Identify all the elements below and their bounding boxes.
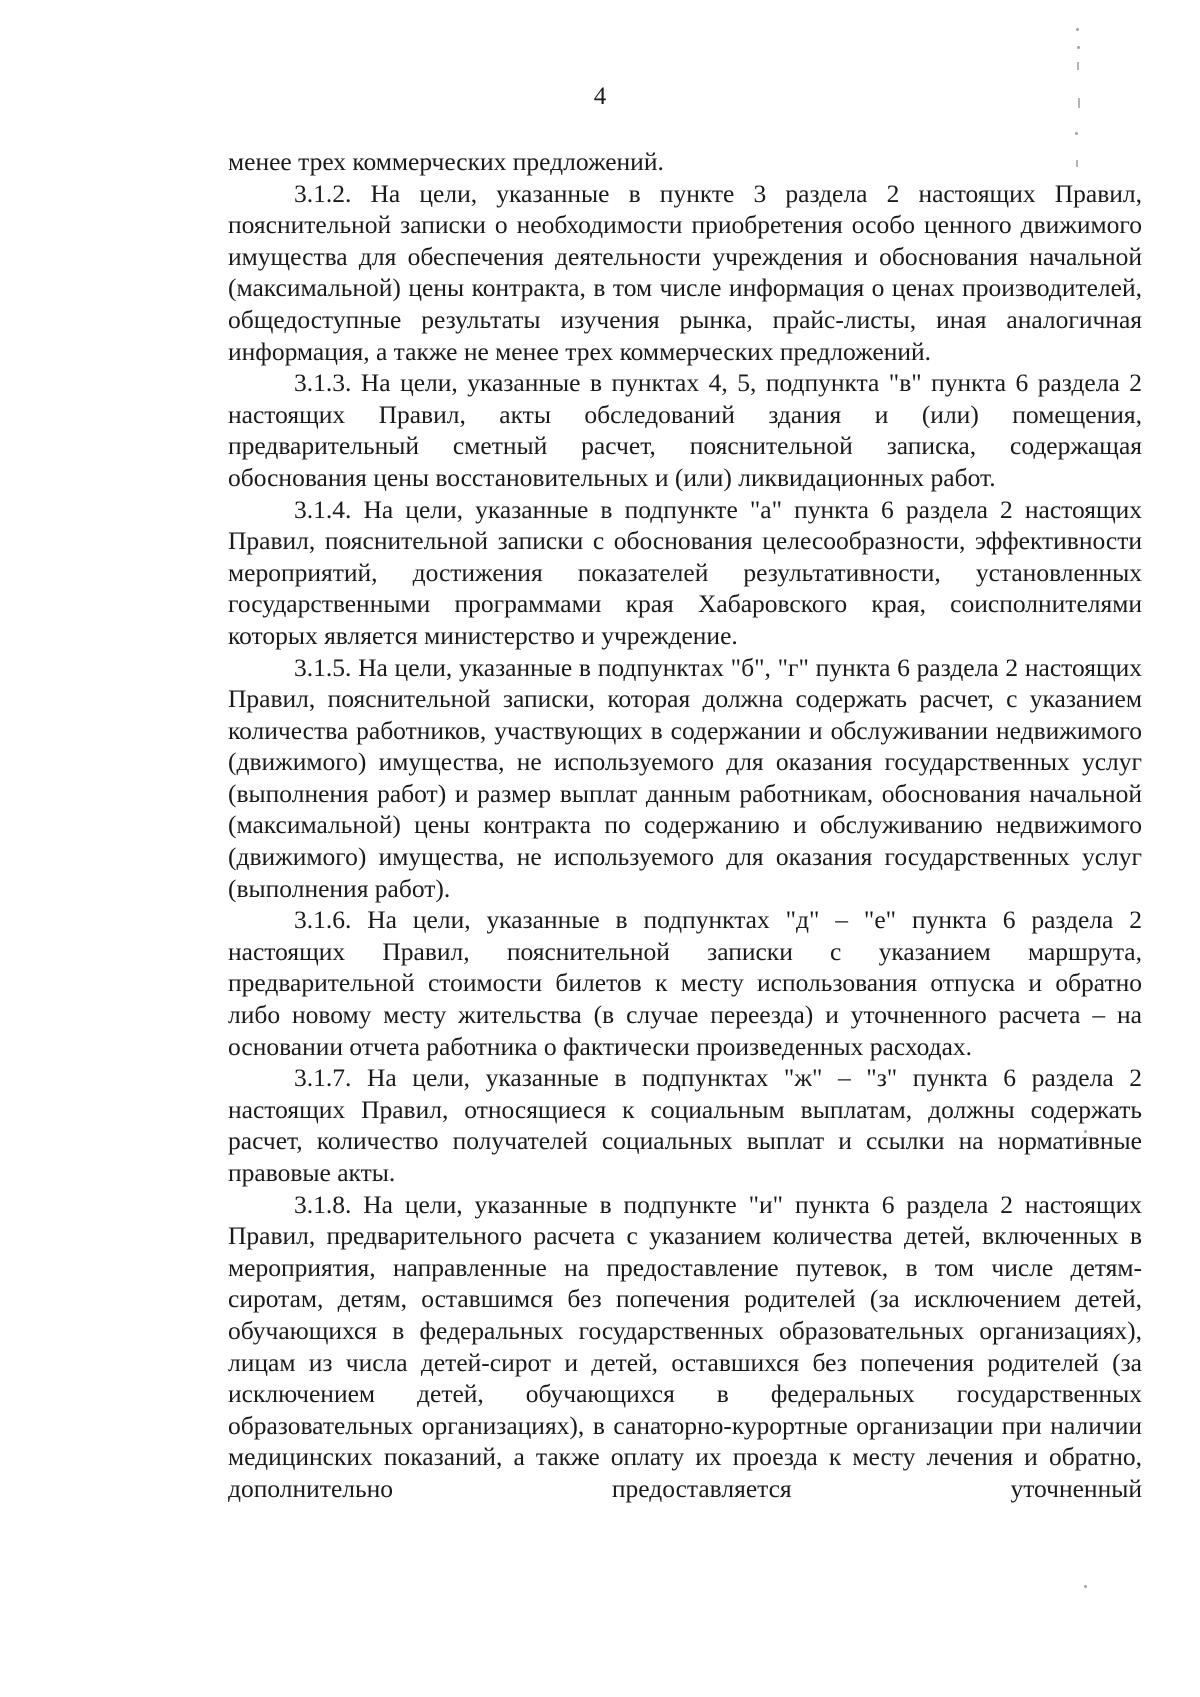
paragraph-3-1-1-continuation: менее трех коммерческих предложений. [228, 147, 664, 176]
paragraph-3-1-8: 3.1.8. На цели, указанные в подпункте "и" пункта 6 раздела 2 настоящих Правил, предварительного расчета с указанием количества детей, включенных в мероприятия, направленные на предоставление путевок, в том числе детям-сиротам, детям, оставшимся без попечения родителей (за исключением детей, обучающихся в федеральных государственных образовательных организациях), лицам из числа детей-сирот и детей, оставшихся без попечения родителей (за исключением детей, обучающихся в федеральных государственных образовательных организациях), в санаторно-курортные организации при наличии медицинских показаний, а также оплату их проезда к месту лечения и обратно, дополнительно предоставляется уточненный [228, 1189, 1142, 1503]
scan-artifact [1077, 46, 1080, 49]
scan-artifact [1077, 62, 1079, 70]
paragraph-3-1-2: 3.1.2. На цели, указанные в пункте 3 раздела 2 настоящих Правил, пояснительной записки о необходимости приобретения особо ценного движимого имущества для обеспечения деятельности учреждения и обоснования начальной (максимальной) цены контракта, в том числе информация о ценах производителей, общедоступные результаты изучения рынка, прайс-листы, иная аналогичная информация, а также не менее трех коммерческих предложений. [228, 178, 1142, 366]
scan-artifact [1084, 1585, 1087, 1588]
page-number: 4 [593, 83, 607, 110]
scan-artifact [1076, 28, 1079, 31]
document-body [228, 146, 1142, 1505]
scan-artifact [1075, 132, 1078, 135]
paragraph-3-1-7: 3.1.7. На цели, указанные в подпунктах "ж" – "з" пункта 6 раздела 2 настоящих Правил, относящиеся к социальным выплатам, должны содержать расчет, количество получателей социальных выплат и ссылки на нормативные правовые акты. [228, 1063, 1142, 1187]
paragraph-3-1-6: 3.1.6. На цели, указанные в подпунктах "д" – "е" пункта 6 раздела 2 настоящих Правил, пояснительной записки с указанием маршрута, предварительной стоимости билетов к месту использования отпуска и обратно либо новому месту жительства (в случае переезда) и уточненного расчета – на основании отчета работника о фактически произведенных расходах. [228, 905, 1142, 1061]
paragraph-3-1-4: 3.1.4. На цели, указанные в подпункте "а" пункта 6 раздела 2 настоящих Правил, пояснительной записки с обоснования целесообразности, эффективности мероприятий, достижения показателей результативности, установленных государственными программами края Хабаровского края, соисполнителями которых является министерство и учреждение. [228, 494, 1142, 650]
scan-artifact [1078, 98, 1080, 108]
paragraph-3-1-3: 3.1.3. На цели, указанные в пунктах 4, 5, подпункта "в" пункта 6 раздела 2 настоящих Правил, акты обследований здания и (или) помещения, предварительный сметный расчет, пояснительной записка, содержащая обоснования цены восстановительных и (или) ликвидационных работ. [228, 368, 1142, 492]
paragraph-3-1-5: 3.1.5. На цели, указанные в подпунктах "б", "г" пункта 6 раздела 2 настоящих Правил, пояснительной записки, которая должна содержать расчет, с указанием количества работников, участвующих в содержании и обслуживании недвижимого (движимого) имущества, не используемого для оказания государственных услуг (выполнения работ) и размер выплат данным работникам, обоснования начальной (максимальной) цены контракта по содержанию и обслуживанию недвижимого (движимого) имущества, не используемого для оказания государственных услуг (выполнения работ). [228, 652, 1142, 903]
